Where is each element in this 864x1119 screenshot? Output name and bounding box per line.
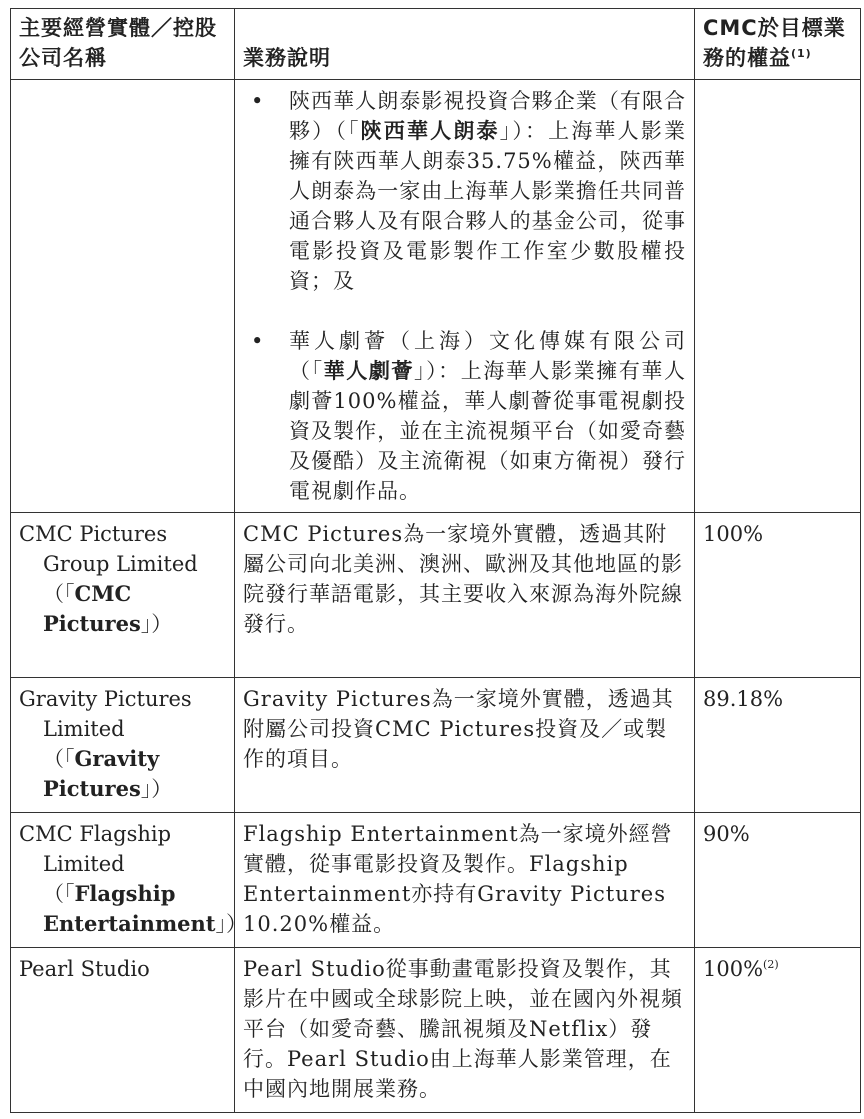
- bullet-icon: •: [251, 329, 265, 353]
- list-item: • 陝西華人朗泰影視投資合夥企業（有限合夥）（「陝西華人朗泰」）：上海華人影業擁有陝西華人朗泰35.75%權益，陝西華人朗泰為一家由上海華人影業擔任共同普通合夥人及有限合夥人的基金公司，從事電影投資及電影製作工作室少數股權投資；及: [243, 86, 686, 296]
- interest-cell: [695, 80, 861, 513]
- header-footnote-ref: (1): [791, 47, 812, 60]
- business-cell: Gravity Pictures為一家境外實體，透過其附屬公司投資CMC Pictures投資及／或製作的項目。: [235, 678, 695, 813]
- continuation-row: [11, 80, 861, 513]
- table-row: [11, 678, 861, 813]
- interest-cell: 89.18%: [695, 678, 861, 813]
- entity-cell: CMC Pictures Group Limited（「CMC Pictures」）: [11, 513, 235, 678]
- entity-cell: Gravity Pictures Limited（「Gravity Pictures」）: [11, 678, 235, 813]
- header-entity: 主要經營實體／控股公司名稱: [11, 9, 235, 80]
- business-cell: Flagship Entertainment為一家境外經營實體，從事電影投資及製作。Flagship Entertainment亦持有Gravity Pictures 10.20%權益。: [235, 813, 695, 948]
- table-row: [11, 813, 861, 948]
- table-row: [11, 513, 861, 678]
- business-cell: CMC Pictures為一家境外實體，透過其附屬公司向北美洲、澳洲、歐洲及其他地區的影院發行華語電影，其主要收入來源為海外院線發行。: [235, 513, 695, 678]
- list-item: • 華人劇薈（上海）文化傳媒有限公司（「華人劇薈」）：上海華人影業擁有華人劇薈100%權益，華人劇薈從事電視劇投資及製作，並在主流視頻平台（如愛奇藝及優酷）及主流衛視（如東方衛視）發行電視劇作品。: [243, 326, 686, 506]
- interest-cell: 100%$^{(2)}$: [695, 948, 861, 1113]
- entity-cell: [11, 80, 235, 513]
- defined-term: 華人劇薈: [323, 358, 415, 383]
- business-cell: [235, 80, 695, 513]
- business-cell: Pearl Studio從事動畫電影投資及製作，其影片在中國或全球影院上映，並在國內外視頻平台（如愛奇藝、騰訊視頻及Netflix）發行。Pearl Studio由上海華人影業管理，在中國內地開展業務。: [235, 948, 695, 1113]
- entity-cell: Pearl Studio: [11, 948, 235, 1113]
- bullet-icon: •: [251, 89, 265, 113]
- header-interest: CMC於目標業務的權益$^{(1)}$: [695, 9, 861, 80]
- interest-cell: 90%: [695, 813, 861, 948]
- table-row: [11, 948, 861, 1113]
- header-business: 業務說明: [235, 9, 695, 80]
- interest-cell: 100%: [695, 513, 861, 678]
- footnote-ref: (2): [763, 958, 779, 971]
- defined-term: 陝西華人朗泰: [360, 118, 500, 143]
- header-row: [11, 9, 861, 80]
- ownership-table: [10, 8, 861, 1113]
- entity-cell: CMC Flagship Limited（「Flagship Entertainment」）: [11, 813, 235, 948]
